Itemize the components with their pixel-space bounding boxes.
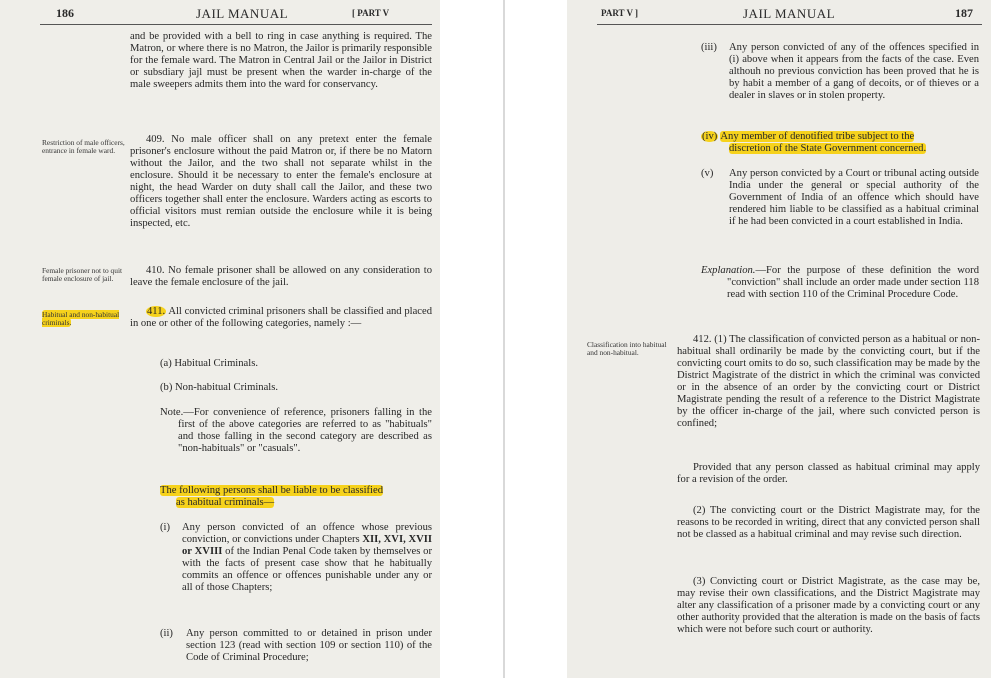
item-iv-number: (iv)	[702, 131, 718, 142]
right-page	[567, 0, 991, 678]
paragraph-409: 409. No male officer shall on any pretext enter the female prisoner's enclosure without the paid Matron or, if there be no Matorn without the Jailor, and the two shall not separate whilst in the enclosure. Should it be necessary to enter the female's enclosure at night, the head Warder on duty shall call the Jailor, and these two officers together shall enter the enclosure. Warders acting as escorts to official visitors must remian outside the enclosure while it is being inspected, etc.	[130, 134, 432, 229]
paragraph-412-3: (3) Convicting court or District Magistrate, as the case may be, may revise their own classifications, and the District Magistrate may alter any classification of a prisoner made by a convicting court or any other authority provided that the alteration is made on the basis of facts which were not before such court or authority.	[677, 576, 980, 635]
continuation-paragraph: and be provided with a bell to ring in case anything is required. The Matron, or where there is no Matron, the Jailor is primarily responsible for the female ward. The Matron in Central Jail or the Jailor in District or subsdiary jajl must be present when the warder in-charge of the male sweepers admits them into the ward for conservancy.	[130, 31, 432, 90]
item-v-number: (v)	[701, 168, 714, 179]
page-header-title: JAIL MANUAL	[743, 6, 836, 21]
category-b: (b) Non-habitual Criminals.	[160, 382, 278, 393]
classification-note: Note.—For convenience of reference, prisoners falling in the first of the above categories are referred to as "habituals" and those falling in the second category are described as "non-habituals" or "casuals".	[160, 407, 432, 454]
item-iv-line-1: Any member of denotified tribe subject to the	[720, 131, 915, 142]
header-rule	[40, 24, 432, 25]
explanation-label: Explanation.	[701, 265, 756, 276]
item-iv	[701, 131, 981, 155]
margin-note-410: Female prisoner not to quit female enclosure of jail.	[42, 266, 123, 284]
page-header-part: [ PART V	[352, 8, 390, 18]
margin-note-411-highlight: Habitual and non-habitual criminals.	[42, 310, 120, 328]
paragraph-412-2: (2) The convicting court or the District Magistrate may, for the reasons to be recorded in writing, direct that any convicted person shall not be classed as a habitual criminal and may revise such direction.	[677, 505, 980, 540]
page-divider	[503, 0, 505, 678]
item-iii: Any person convicted of any of the offences specified in (i) above when it appears from the facts of the case. Even althouh no previous conviction has been proved that he is by habit a member of a gang of decoits, or of thieves or a dealer in slaves or in stolen property.	[729, 42, 979, 101]
margin-note-409: Restriction of male officers, entrance in female ward.	[42, 138, 125, 156]
paragraph-411-number: 411.	[147, 306, 166, 317]
page-number: 186	[56, 6, 74, 20]
page-number: 187	[955, 6, 973, 20]
paragraph-411	[130, 306, 432, 330]
header-rule	[597, 24, 982, 25]
page-header-part: PART V ]	[601, 8, 639, 18]
item-ii-number: (ii)	[160, 628, 173, 639]
margin-note-411	[42, 311, 124, 327]
paragraph-412-proviso: Provided that any person classed as habitual criminal may apply for a revision of the order.	[677, 462, 980, 485]
item-i-number: (i)	[160, 522, 170, 533]
item-i: Any person convicted of an offence whose previous conviction, or convictions under Chapters XII, XVI, XVII or XVIII of the Indian Penal Code taken by themselves or with the facts of present case show that he habitually commits an offence or offences punishable under any or all of those Chapters;	[182, 522, 432, 593]
left-page	[0, 0, 440, 678]
highlight-line-1: The following persons shall be liable to be classified	[160, 485, 384, 496]
habitual-definition-lead	[160, 485, 432, 509]
paragraph-410: 410. No female prisoner shall be allowed on any consideration to leave the female enclosure of the jail.	[130, 265, 432, 288]
item-iii-number: (iii)	[701, 42, 717, 53]
paragraph-412-1: 412. (1) The classification of convicted person as a habitual or non-habitual shall ordinarily be made by the convicting court, but if the convicting court omits to do so, such classification may be made by the District Magistrate of the district in which the criminal was convicted or in the absence of an order by the convicting court or District Magistrate pending the result of a reference to the District Magistrate by the officer in-charge of the jail, where such convicted person is confined;	[677, 334, 980, 429]
category-a: (a) Habitual Criminals.	[160, 358, 258, 369]
highlight-line-2: as habitual criminals—	[176, 497, 275, 508]
page-header-title: JAIL MANUAL	[196, 6, 289, 21]
item-v: Any person convicted by a Court or tribunal acting outside India under the general or special authority of the Government of India of an offence which should have rendered him liable to be classified as a habitual criminal if he had been convicted in a court established in India.	[729, 168, 979, 227]
margin-note-412: Classification into habitual and non-habitual.	[587, 340, 667, 358]
item-ii: Any person committed to or detained in prison under section 123 (read with section 109 or section 110) of the Code of Criminal Procedure;	[186, 628, 432, 663]
explanation: Explanation.—For the purpose of these definition the word "conviction" shall include an order made under section 118 read with section 110 of the Criminal Procedure Code.	[701, 265, 979, 300]
item-iv-line-2: discretion of the State Government concerned.	[729, 143, 927, 154]
paragraph-411-text: All convicted criminal prisoners shall be classified and placed in one or other of the following categories, namely :—	[130, 306, 432, 329]
